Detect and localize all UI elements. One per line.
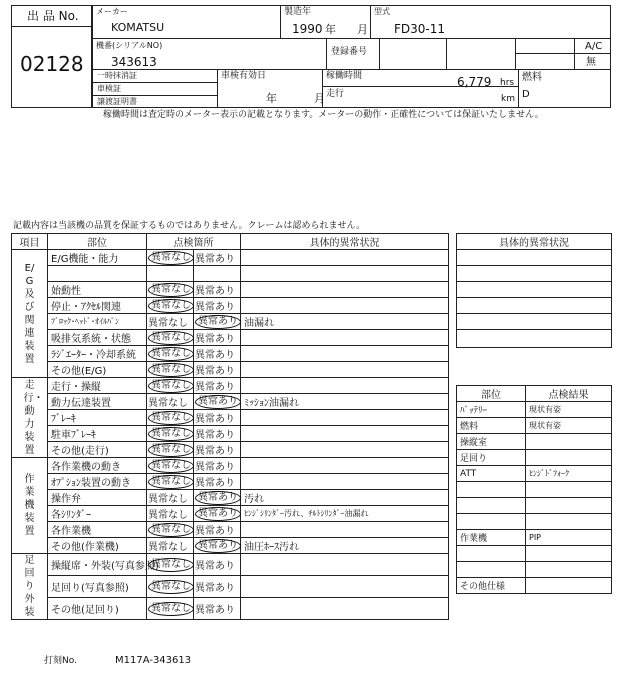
abnormal-option: 異常あり <box>195 605 235 616</box>
fuel-label: 燃料 <box>522 72 542 83</box>
row-note <box>241 442 449 458</box>
table-row <box>12 298 449 314</box>
row-part: 操作弁 <box>48 490 147 506</box>
result-value: 現状有姿 <box>526 418 612 434</box>
result-part <box>457 546 526 562</box>
abnormal-option: 異常あり <box>195 366 235 377</box>
serial-value: 343613 <box>111 55 157 69</box>
table-row <box>12 426 449 442</box>
group-label: 走行・動力装置 <box>23 379 44 456</box>
ac-label: A/C <box>585 41 603 52</box>
right-detail-table <box>456 233 612 348</box>
result-row <box>457 466 612 482</box>
result-value <box>526 434 612 450</box>
travel-label: 走行 <box>326 89 345 99</box>
row-note <box>241 298 449 314</box>
result-row <box>457 562 612 578</box>
normal-option: 異常なし <box>148 398 188 409</box>
row-note <box>241 554 449 576</box>
abnormal-option: 異常あり <box>195 350 235 361</box>
result-value <box>526 546 612 562</box>
abnormal-option: 異常あり <box>195 302 235 313</box>
result-row <box>457 450 612 466</box>
row-part: 停止・ｱｸｾﾙ関連 <box>48 298 147 314</box>
abnormal-option: 異常あり <box>195 446 235 457</box>
model-label: 型式 <box>374 7 390 16</box>
result-part: 操縦室 <box>457 434 526 450</box>
normal-option: 異常なし <box>148 427 194 441</box>
normal-option: 異常なし <box>148 459 194 473</box>
year-value: 1990 <box>292 22 323 36</box>
normal-option: 異常なし <box>148 283 194 297</box>
table-row <box>12 458 449 474</box>
row-part: 吸排気系統・状態 <box>48 330 147 346</box>
row-part: その他(E/G) <box>48 362 147 378</box>
maker-label: メーカー <box>96 7 128 16</box>
table-row <box>12 410 449 426</box>
group-label: 足回り外装 <box>24 555 35 618</box>
abnormal-option: 異常あり <box>195 539 241 553</box>
row-note: 油漏れ <box>241 314 449 330</box>
row-part: ﾌﾞﾛｯｸ･ﾍｯﾄﾞ･ｵｲﾙﾊﾟﾝ <box>48 314 147 330</box>
group-label: 作業機装置 <box>24 474 35 537</box>
permit-inspection-cert: 車検証 <box>97 84 121 93</box>
table-row <box>12 394 449 410</box>
row-part: 走行・操縦 <box>48 378 147 394</box>
row-part: ﾗｼﾞｴｰﾀｰ・冷却系統 <box>48 346 147 362</box>
table-row <box>12 554 449 576</box>
maker-value: KOMATSU <box>111 21 165 34</box>
normal-option: 異常なし <box>148 347 194 361</box>
row-note <box>241 426 449 442</box>
result-value <box>526 498 612 514</box>
notice-hours: 稼働時間は査定時のメーター表示の記載となります。メーターの動作・正確性については保証いたしません。 <box>103 110 544 120</box>
table-row <box>12 598 449 620</box>
row-note <box>241 346 449 362</box>
table-row <box>12 266 449 282</box>
row-part: 各作業機 <box>48 522 147 538</box>
row-note <box>241 330 449 346</box>
row-note <box>241 598 449 620</box>
row-note: ﾐｯｼｮﾝ油漏れ <box>241 394 449 410</box>
table-row <box>12 474 449 490</box>
normal-option: 異常なし <box>148 443 194 457</box>
table-row <box>12 282 449 298</box>
row-note <box>241 522 449 538</box>
hours-unit: hrs <box>500 78 515 88</box>
serial-label: 機番(シリアルNO) <box>96 41 163 50</box>
row-part: 各作業機の動き <box>48 458 147 474</box>
result-value <box>526 482 612 498</box>
hours-label: 稼働時間 <box>326 71 363 81</box>
col-item: 項目 <box>12 234 48 250</box>
col-check: 点検箇所 <box>147 234 241 250</box>
table-row <box>12 378 449 394</box>
row-note <box>241 362 449 378</box>
inspection-year: 年 <box>266 92 277 105</box>
result-row <box>457 434 612 450</box>
permit-temp-cancel: 一時抹消証 <box>97 71 137 80</box>
result-part: 足回り <box>457 450 526 466</box>
hours-value: 6,779 <box>457 75 492 89</box>
result-part <box>457 514 526 530</box>
abnormal-option: 異常あり <box>195 414 235 425</box>
result-part <box>457 498 526 514</box>
table-row <box>12 576 449 598</box>
row-part: その他(作業機) <box>48 538 147 554</box>
row-part: E/G機能・能力 <box>48 250 147 266</box>
result-value <box>526 514 612 530</box>
abnormal-option: 異常あり <box>195 334 235 345</box>
result-row <box>457 418 612 434</box>
right-detail-header: 具体的異常状況 <box>457 234 612 250</box>
abnormal-option: 異常あり <box>195 462 235 473</box>
row-part: ｵﾌﾟｼｮﾝ装置の動き <box>48 474 147 490</box>
permit-transfer-cert: 譲渡証明書 <box>97 97 137 106</box>
row-note: ﾋﾝｼﾞｼﾘﾝﾀﾞｰ汚れ、ﾁﾙﾄｼﾘﾝﾀﾞｰ油漏れ <box>241 506 449 522</box>
result-header: 点検結果 <box>526 386 612 402</box>
row-note <box>241 576 449 598</box>
abnormal-option: 異常あり <box>195 382 235 393</box>
row-note <box>241 474 449 490</box>
table-row <box>12 522 449 538</box>
result-row <box>457 530 612 546</box>
result-row <box>457 514 612 530</box>
row-note <box>241 282 449 298</box>
result-table <box>456 385 612 594</box>
col-detail: 具体的異常状況 <box>241 234 449 250</box>
fuel-value: D <box>522 89 530 100</box>
row-note <box>241 458 449 474</box>
row-part: 駐車ﾌﾞﾚｰｷ <box>48 426 147 442</box>
normal-option: 異常なし <box>148 331 194 345</box>
abnormal-option: 異常あり <box>195 583 235 594</box>
row-note <box>241 266 449 282</box>
normal-option: 異常なし <box>148 558 194 572</box>
table-row <box>12 250 449 266</box>
abnormal-option: 異常あり <box>195 430 235 441</box>
inspection-label: 車検有効日 <box>221 71 267 81</box>
table-row <box>12 442 449 458</box>
table-row <box>12 490 449 506</box>
lot-label: 出 品 No. <box>27 9 79 23</box>
row-part: 足回り(写真参照) <box>48 576 147 598</box>
result-row <box>457 578 612 594</box>
inspection-table <box>11 233 449 620</box>
result-row <box>457 402 612 418</box>
result-part-header: 部位 <box>457 386 526 402</box>
inspection-month: 月 <box>314 92 325 105</box>
result-value <box>526 562 612 578</box>
normal-option: 異常なし <box>148 475 194 489</box>
lot-number: 02128 <box>20 52 84 76</box>
result-value <box>526 450 612 466</box>
row-part: 動力伝達装置 <box>48 394 147 410</box>
row-note: 油圧ﾎｰｽ汚れ <box>241 538 449 554</box>
table-row <box>12 538 449 554</box>
result-row <box>457 482 612 498</box>
row-part: 各ｼﾘﾝﾀﾞｰ <box>48 506 147 522</box>
normal-option: 異常なし <box>148 411 194 425</box>
abnormal-option: 異常あり <box>195 395 241 409</box>
row-note: 汚れ <box>241 490 449 506</box>
normal-option: 異常なし <box>148 379 194 393</box>
row-part: その他(足回り) <box>48 598 147 620</box>
month-unit: 月 <box>357 23 368 36</box>
result-part: ﾊﾞｯﾃﾘｰ <box>457 402 526 418</box>
result-part <box>457 562 526 578</box>
abnormal-option: 異常あり <box>195 286 235 297</box>
row-part: 始動性 <box>48 282 147 298</box>
year-unit: 年 <box>325 23 336 36</box>
row-part: その他(走行) <box>48 442 147 458</box>
normal-option: 異常なし <box>148 523 194 537</box>
normal-option: 異常なし <box>148 510 188 521</box>
result-value: 現状有姿 <box>526 402 612 418</box>
result-part: ATT <box>457 466 526 482</box>
normal-option: 異常なし <box>148 363 194 377</box>
abnormal-option: 異常あり <box>195 315 241 329</box>
row-note <box>241 250 449 266</box>
year-label: 製造年 <box>284 7 312 17</box>
result-part: 作業機 <box>457 530 526 546</box>
result-row <box>457 498 612 514</box>
abnormal-option: 異常あり <box>195 491 241 505</box>
normal-option: 異常なし <box>148 542 188 553</box>
ac-value: 無 <box>586 57 596 68</box>
notice-quality: 記載内容は当該機の品質を保証するものではありません。クレームは認められません。 <box>13 221 366 231</box>
result-value: PIP <box>526 530 612 546</box>
normal-option: 異常なし <box>148 299 194 313</box>
result-row <box>457 546 612 562</box>
table-row <box>12 346 449 362</box>
abnormal-option: 異常あり <box>195 526 235 537</box>
normal-option: 異常なし <box>148 580 194 594</box>
reg-label: 登録番号 <box>331 47 368 57</box>
group-label: E/G及び関連装置 <box>24 262 35 365</box>
abnormal-option: 異常あり <box>195 254 235 265</box>
model-value: FD30-11 <box>394 22 446 36</box>
result-value: ﾋﾝｼﾞﾄﾞﾌｫｰｸ <box>526 466 612 482</box>
normal-option: 異常なし <box>148 494 188 505</box>
stamp-value: M117A-343613 <box>115 655 192 666</box>
stamp-label: 打刻No. <box>44 656 77 666</box>
row-note <box>241 410 449 426</box>
table-row <box>12 330 449 346</box>
col-part: 部位 <box>48 234 147 250</box>
result-part <box>457 482 526 498</box>
table-row <box>12 314 449 330</box>
row-note <box>241 378 449 394</box>
abnormal-option: 異常あり <box>195 507 241 521</box>
table-row <box>12 362 449 378</box>
result-part: 燃料 <box>457 418 526 434</box>
result-value <box>526 578 612 594</box>
abnormal-option: 異常あり <box>195 561 235 572</box>
row-part: 操縦席・外装(写真参照) <box>48 554 147 576</box>
normal-option: 異常なし <box>148 602 194 616</box>
result-part: その他仕様 <box>457 578 526 594</box>
row-part: ﾌﾞﾚｰｷ <box>48 410 147 426</box>
normal-option: 異常なし <box>148 318 188 329</box>
row-part <box>48 266 147 282</box>
km-unit: km <box>501 94 515 104</box>
table-row <box>12 506 449 522</box>
abnormal-option: 異常あり <box>195 478 235 489</box>
normal-option: 異常なし <box>148 251 194 265</box>
